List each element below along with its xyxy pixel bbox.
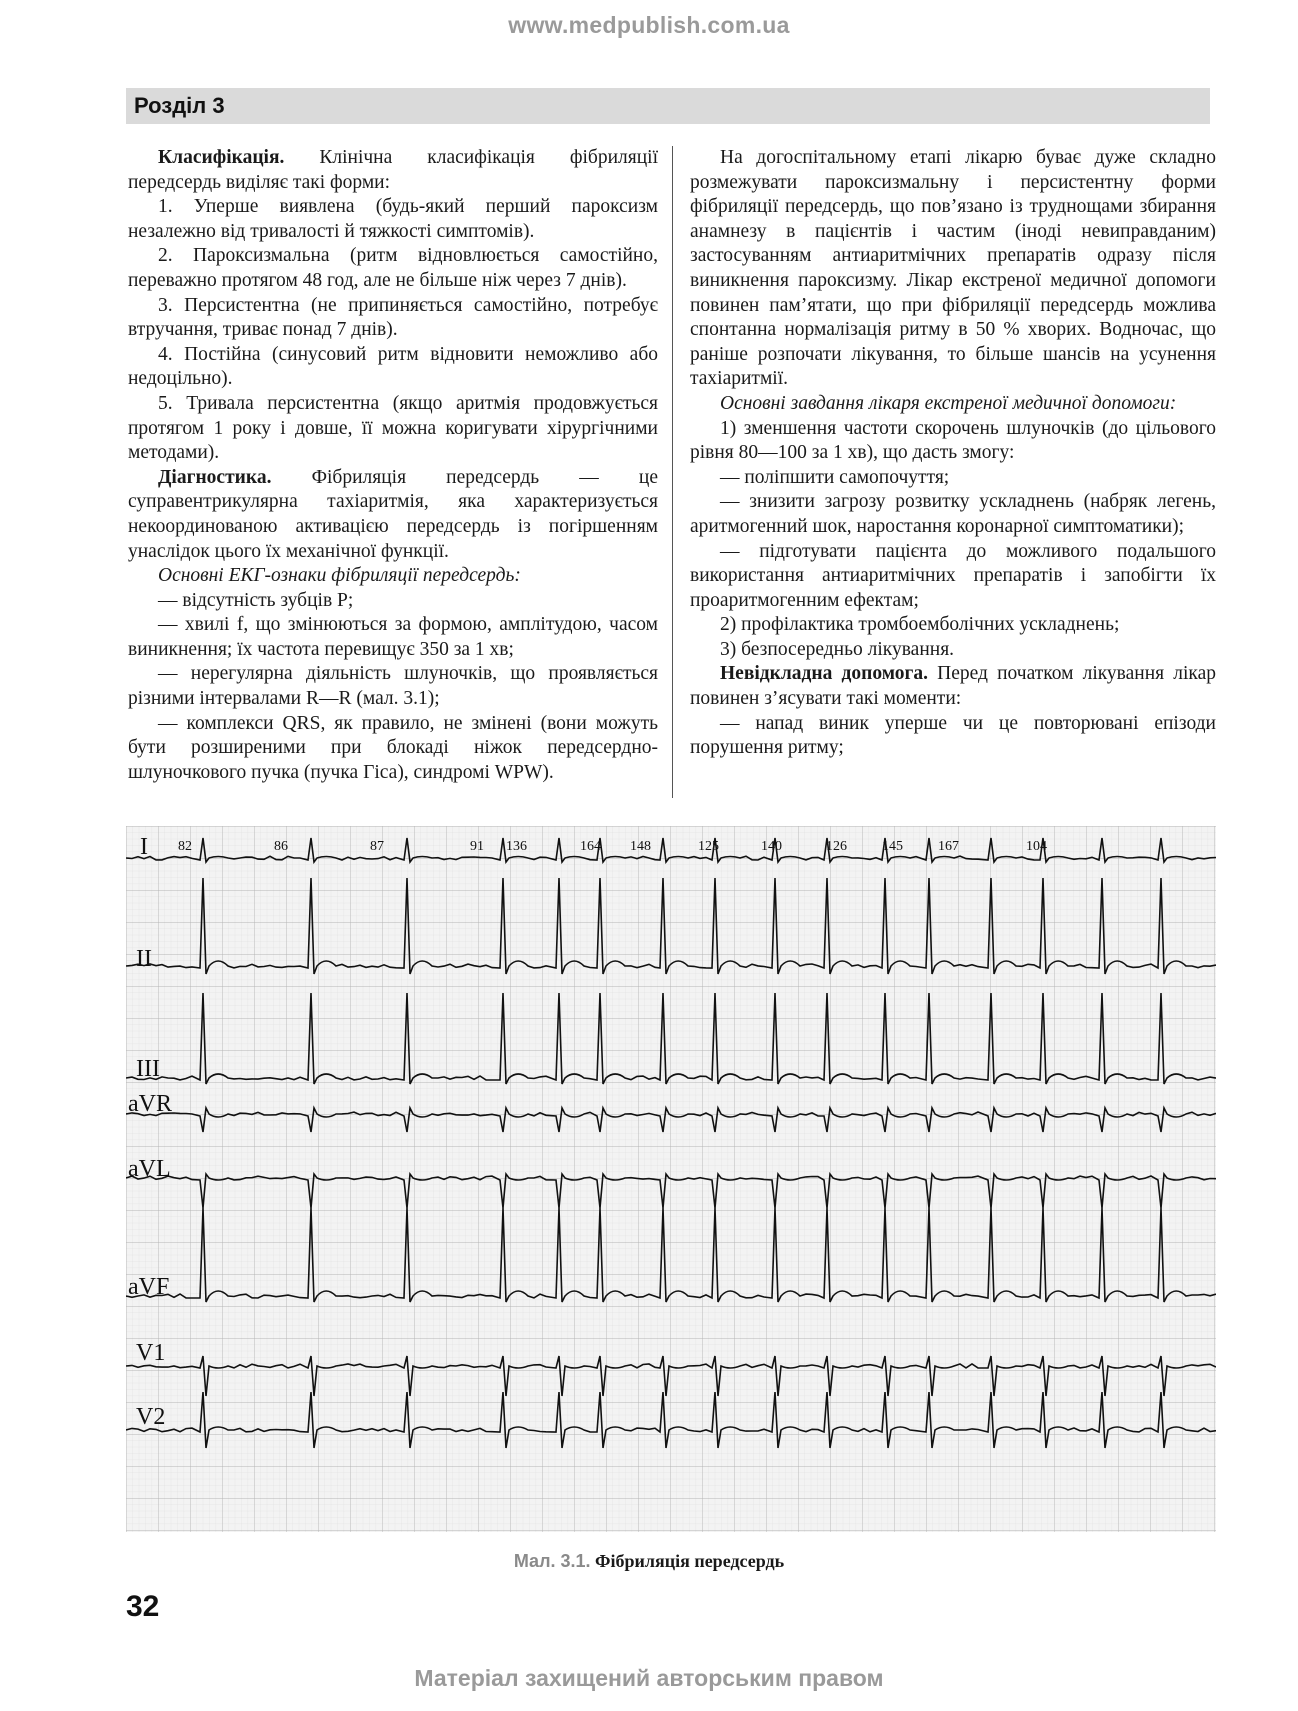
caption-label: Мал. 3.1. xyxy=(513,1551,591,1571)
paragraph xyxy=(690,490,1216,539)
paragraph-lead: Класифікація. xyxy=(158,147,285,168)
ecg-lead-label: V2 xyxy=(136,1404,166,1430)
paragraph xyxy=(128,343,658,392)
paragraph-italic: Основні ЕКГ-ознаки фібриляції передсердь: xyxy=(158,565,521,587)
paragraph-text: Клінічна класифікація фібриляції передсердь виділяє такі форми: xyxy=(128,147,658,193)
caption-text: Фібриляція передсердь xyxy=(595,1551,785,1571)
paragraph xyxy=(128,712,658,786)
paragraph xyxy=(128,244,658,293)
paragraph xyxy=(128,564,658,589)
ecg-lead-label: I xyxy=(140,834,148,860)
paragraph-text: 3. Персистентна (не припиняється самостійно, потребує втручання, триває понад 7 днів). xyxy=(128,294,658,341)
ecg-lead-label: aVL xyxy=(128,1156,171,1182)
ecg-rate-label: 136 xyxy=(506,839,527,854)
figure-caption xyxy=(0,1551,1298,1572)
paragraph xyxy=(690,540,1216,614)
section-header xyxy=(126,88,1210,124)
ecg-rate-label: 167 xyxy=(938,839,959,854)
paragraph-text: 3) безпосередньо лікування. xyxy=(720,638,955,660)
paragraph xyxy=(690,392,1216,417)
paragraph-text: 1. Уперше виявлена (будь-який перший пароксизм незалежно від тривалості й тяжкості симптомів). xyxy=(128,196,658,242)
paragraph-text: — підготувати пацієнта до можливого подальшого використання антиаритмічних препаратів і запобігти їх проаритмогенним ефектам; xyxy=(690,540,1216,611)
paragraph xyxy=(128,613,658,662)
ecg-lead-label: II xyxy=(136,946,152,972)
paragraph-text: — комплекси QRS, як правило, не змінені (вони можуть бути розширеними при блокаді ніжок передсердно-шлуночкового пучка (пучка Гіса), синдромі WPW). xyxy=(128,712,658,783)
paragraph-text: — нерегулярна діяльність шлуночків, що проявляється різними інтервалами R—R (мал. 3.1); xyxy=(128,663,658,710)
paragraph-text: 2. Пароксизмальна (ритм відновлюється самостійно, переважно протягом 48 год, але не більше ніж через 7 днів). xyxy=(128,245,658,291)
paragraph xyxy=(690,638,1216,663)
paragraph-text: — напад виник уперше чи це повторювані епізоди порушення ритму; xyxy=(690,712,1216,759)
ecg-rate-label: 148 xyxy=(630,839,651,854)
copyright-notice: Матеріал захищений авторським правом xyxy=(414,1665,884,1691)
paragraph-text: Перед початком лікування лікар повинен з’ясувати такі моменти: xyxy=(690,663,1216,710)
ecg-rate-label: 164 xyxy=(580,839,601,854)
site-url[interactable]: www.medpublish.com.ua xyxy=(508,12,790,38)
ecg-lead-label: III xyxy=(136,1056,160,1082)
paragraph-italic: Основні завдання лікаря екстреної медичної допомоги: xyxy=(720,392,1177,414)
paragraph-text: 5. Тривала персистентна (якщо аритмія продовжується протягом 1 року і довше, її можна коригувати хірургічними методами). xyxy=(128,392,658,464)
paragraph-text: — хвилі f, що змінюються за формою, амплітудою, часом виникнення; їх частота перевищує 350 за 1 хв; xyxy=(128,614,658,660)
ecg-rate-label: 82 xyxy=(178,839,192,854)
page-number: 32 xyxy=(126,1590,160,1623)
left-text-column xyxy=(128,146,658,785)
paragraph xyxy=(128,294,658,343)
right-text-column xyxy=(690,146,1216,761)
ecg-rate-label: 87 xyxy=(370,839,384,854)
ecg-rate-label: 104 xyxy=(1026,839,1047,854)
ecg-lead-label: V1 xyxy=(136,1340,166,1366)
ecg-rate-label: 125 xyxy=(698,839,719,854)
ecg-lead-label: aVR xyxy=(128,1091,172,1117)
paragraph-lead: Невідкладна допомога. xyxy=(720,663,929,685)
paragraph-text: 1) зменшення частоти скорочень шлуночків (до цільового рівня 80—100 за 1 хв), що дасть змогу: xyxy=(690,417,1216,464)
ecg-rate-label: 126 xyxy=(826,839,847,854)
paragraph xyxy=(690,466,1216,491)
paragraph xyxy=(690,712,1216,761)
ecg-chart xyxy=(126,826,1216,1532)
paragraph xyxy=(690,662,1216,711)
paragraph-text: На догоспітальному етапі лікарю буває дуже складно розмежувати пароксизмальну і персистентну форми фібриляції передсердь, що пов’язано із труднощами збирання анамнезу в пацієнтів і частим (іноді невиправданим) застосуванням антиаритмічних препаратів одразу після виникнення пароксизму. Лікар екстреної медичної допомоги повинен пам’ятати, що при фібриляції передсердь можлива спонтанна нормалізація ритму в 50 % хворих. Водночас, що раніше розпочати лікування, то більше шансів на усунення тахіаритмії. xyxy=(690,147,1216,390)
ecg-rate-label: 145 xyxy=(882,839,903,854)
paragraph xyxy=(690,146,1216,392)
paragraph-text: Фібриляція передсердь — це суправентрикулярна тахіаритмія, яка характеризується некоординованою активацією передсердь із погіршенням унаслідок цього їх механічної функції. xyxy=(128,466,658,562)
section-title: Розділ 3 xyxy=(134,93,225,118)
paragraph xyxy=(128,466,658,564)
paragraph xyxy=(128,195,658,244)
paragraph xyxy=(690,417,1216,466)
paragraph xyxy=(128,662,658,711)
ecg-rate-label: 140 xyxy=(761,839,782,854)
paragraph xyxy=(128,589,658,614)
paragraph-text: 2) профілактика тромбоемболічних ускладнень; xyxy=(720,614,1120,636)
ecg-lead-label: aVF xyxy=(128,1274,170,1300)
ecg-rate-label: 86 xyxy=(274,839,288,854)
paragraph xyxy=(128,146,658,195)
paragraph-text: — відсутність зубців P; xyxy=(158,589,354,611)
paragraph-text: — поліпшити самопочуття; xyxy=(720,466,950,488)
paragraph-lead: Діагностика. xyxy=(158,466,272,488)
ecg-figure xyxy=(126,826,1216,1532)
paragraph xyxy=(690,613,1216,638)
column-divider xyxy=(672,146,673,798)
paragraph-text: — знизити загрозу розвитку ускладнень (набряк легень, аритмогенний шок, наростання коронарної симптоматики); xyxy=(690,491,1216,537)
paragraph xyxy=(128,392,658,466)
ecg-rate-label: 91 xyxy=(470,839,484,854)
paragraph-text: 4. Постійна (синусовий ритм відновити неможливо або недоцільно). xyxy=(128,343,658,390)
